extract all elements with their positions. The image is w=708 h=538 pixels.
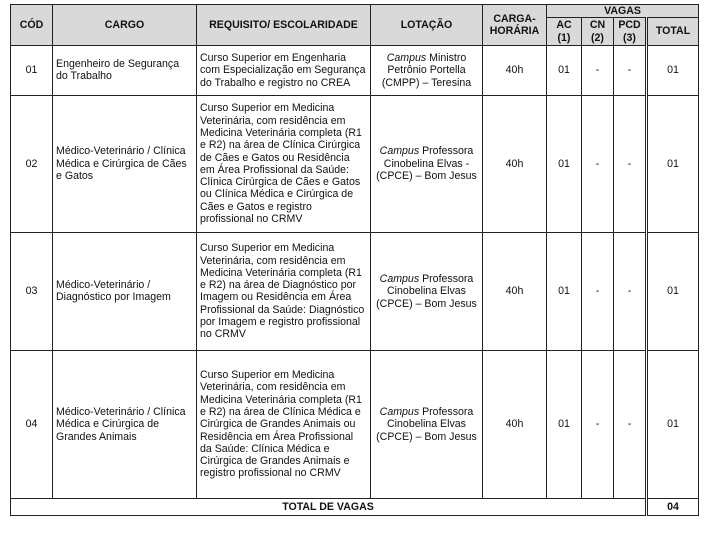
cell-cn: - xyxy=(582,95,614,232)
table-row xyxy=(11,232,699,350)
total-row xyxy=(11,498,699,515)
cell-pcd: - xyxy=(614,95,647,232)
cell-requisito: Curso Superior em Medicina Veterinária, com residência em Medicina Veterinária completa (R1 e R2) na área de Clínica Médica e Cirúrgica de Grandes Animais ou Residência em Área Profissional da Saúde: Clínica Médica e Cirúrgica de Grandes Animais e registro profissional no CRMV xyxy=(197,350,371,498)
table-row xyxy=(11,45,699,95)
cell-total: 01 xyxy=(647,350,699,498)
cell-pcd: - xyxy=(614,350,647,498)
cell-lotacao xyxy=(371,45,483,95)
table-row xyxy=(11,95,699,232)
cell-total: 01 xyxy=(647,95,699,232)
cell-ac: 01 xyxy=(547,45,582,95)
cell-cn: - xyxy=(582,232,614,350)
header-requisito: REQUISITO/ ESCOLARIDADE xyxy=(197,5,371,46)
cell-pcd: - xyxy=(614,45,647,95)
cell-cargo: Engenheiro de Segurança do Trabalho xyxy=(53,45,197,95)
cell-lotacao xyxy=(371,350,483,498)
header-cn: CN (2) xyxy=(582,18,614,46)
total-label: TOTAL DE VAGAS xyxy=(11,498,647,515)
cell-requisito: Curso Superior em Medicina Veterinária, com residência em Medicina Veterinária completa (R1 e R2) na área de Diagnóstico por Imagem ou Residência em Área Profissional da Saúde: Diagnóstico por Imagem e registro profissional no CRMV xyxy=(197,232,371,350)
cell-cod: 02 xyxy=(11,95,53,232)
cell-cargo: Médico-Veterinário / Clínica Médica e Cirúrgica de Grandes Animais xyxy=(53,350,197,498)
cell-cod: 04 xyxy=(11,350,53,498)
cell-ac: 01 xyxy=(547,95,582,232)
cell-carga: 40h xyxy=(483,45,547,95)
campus-label: Campus xyxy=(379,405,420,418)
lotacao-text: Professora Cinobelina Elvas (CPCE) – Bom Jesus xyxy=(376,405,477,443)
cell-requisito: Curso Superior em Engenharia com Especialização em Segurança do Trabalho e registro no CREA xyxy=(197,45,371,95)
cell-pcd: - xyxy=(614,232,647,350)
header-row-top xyxy=(11,5,699,18)
header-pcd: PCD (3) xyxy=(614,18,647,46)
vacancy-table xyxy=(10,4,699,516)
cell-cod: 01 xyxy=(11,45,53,95)
cell-ac: 01 xyxy=(547,232,582,350)
header-ac: AC (1) xyxy=(547,18,582,46)
cell-ac: 01 xyxy=(547,350,582,498)
cell-lotacao xyxy=(371,95,483,232)
header-lotacao: LOTAÇÃO xyxy=(371,5,483,46)
header-vagas: VAGAS xyxy=(547,5,699,18)
cell-cargo: Médico-Veterinário / Clínica Médica e Cirúrgica de Cães e Gatos xyxy=(53,95,197,232)
total-value: 04 xyxy=(647,498,699,515)
cell-cargo: Médico-Veterinário / Diagnóstico por Imagem xyxy=(53,232,197,350)
lotacao-text: Professora Cinobelina Elvas - (CPCE) – Bom Jesus xyxy=(376,145,477,183)
cell-requisito: Curso Superior em Medicina Veterinária, com residência em Medicina Veterinária completa (R1 e R2) na área de Clínica Cirúrgica de Cães e Gatos ou Residência em Área Profissional da Saúde: Clínica Cirúrgica de Cães e Gatos ou Clínica Médica e Cirúrgica de Cães e Gatos e registro profissional no CRMV xyxy=(197,95,371,232)
cell-cn: - xyxy=(582,350,614,498)
campus-label: Campus xyxy=(379,272,420,285)
campus-label: Campus xyxy=(379,145,420,158)
lotacao-text: Ministro Petrônio Portella (CMPP) – Teresina xyxy=(381,51,472,89)
cell-carga: 40h xyxy=(483,232,547,350)
cell-carga: 40h xyxy=(483,95,547,232)
cell-total: 01 xyxy=(647,45,699,95)
cell-carga: 40h xyxy=(483,350,547,498)
cell-total: 01 xyxy=(647,232,699,350)
campus-label: Campus xyxy=(386,51,427,64)
table-row xyxy=(11,350,699,498)
header-carga-horaria: CARGA-HORÁRIA xyxy=(483,5,547,46)
cell-lotacao xyxy=(371,232,483,350)
header-cargo: CARGO xyxy=(53,5,197,46)
cell-cod: 03 xyxy=(11,232,53,350)
header-cod: CÓD xyxy=(11,5,53,46)
header-total: TOTAL xyxy=(647,18,699,46)
cell-cn: - xyxy=(582,45,614,95)
lotacao-text: Professora Cinobelina Elvas (CPCE) – Bom Jesus xyxy=(376,272,477,310)
